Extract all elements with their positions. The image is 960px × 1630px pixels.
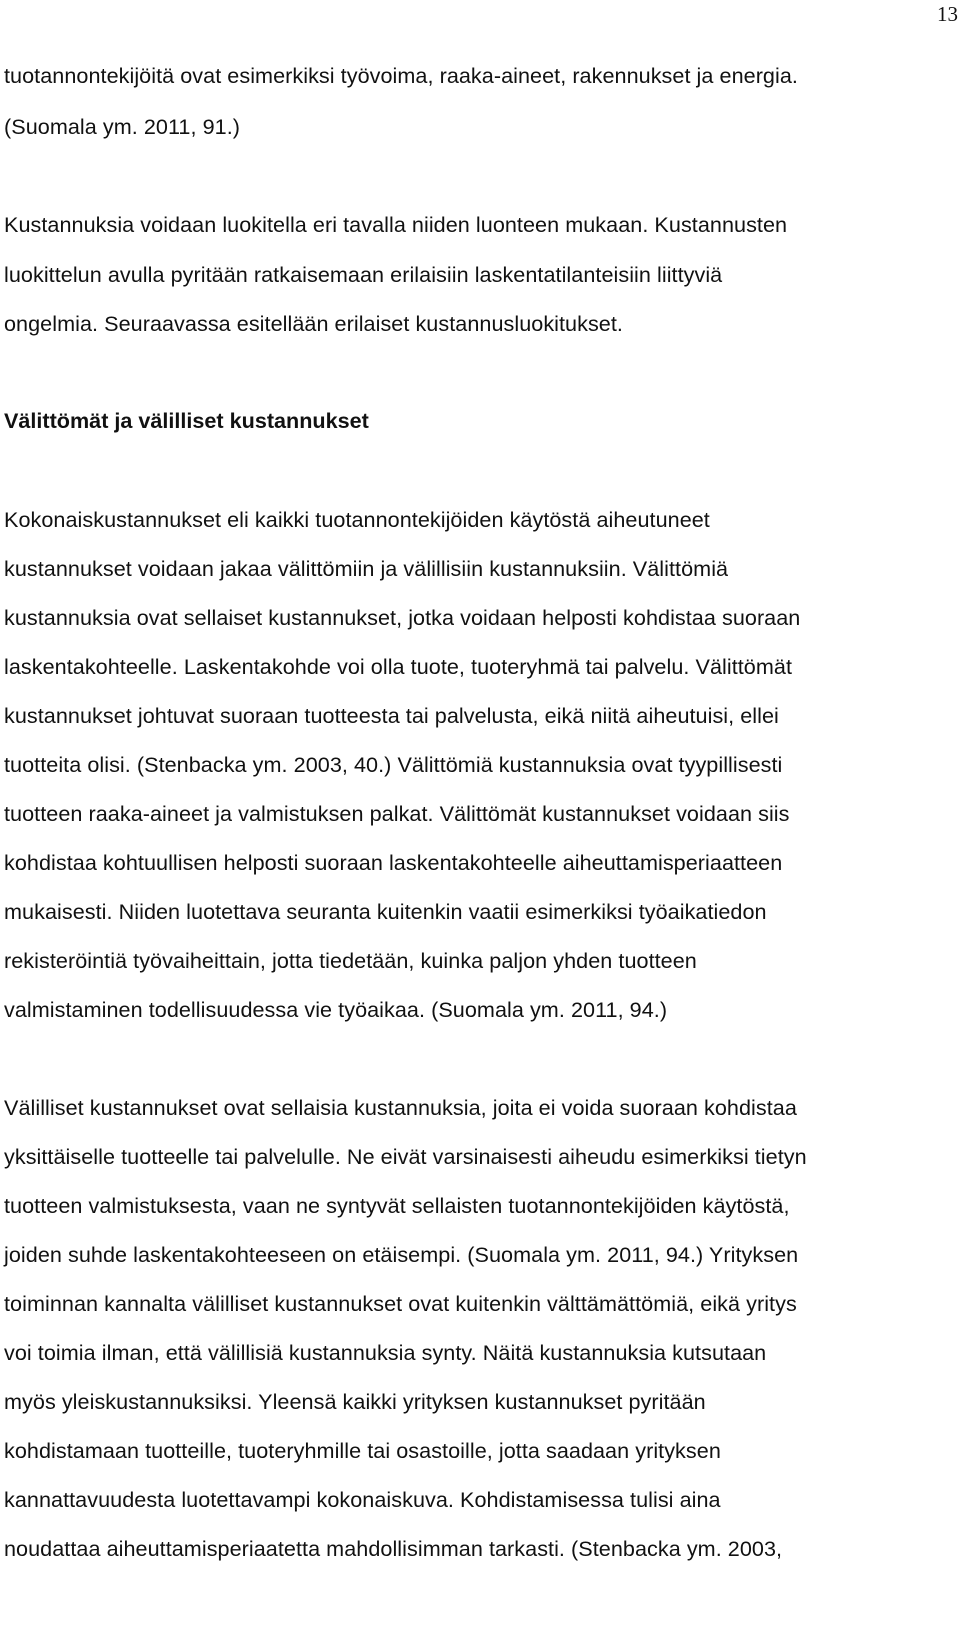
para3-line-9: kannattavuudesta luotettavampi kokonaiskuva. Kohdistamisessa tulisi aina xyxy=(4,1487,721,1512)
para3-line-5: toiminnan kannalta välilliset kustannukset ovat kuitenkin välttämättömiä, eikä yritys xyxy=(4,1291,797,1316)
para1-line-1: Kustannuksia voidaan luokitella eri tavalla niiden luonteen mukaan. Kustannusten xyxy=(4,212,788,237)
para1-line-3: ongelmia. Seuraavassa esitellään erilaiset kustannusluokitukset. xyxy=(4,311,623,336)
section-heading: Välittömät ja välilliset kustannukset xyxy=(4,408,369,433)
para3-line-10: noudattaa aiheuttamisperiaatetta mahdollisimman tarkasti. (Stenbacka ym. 2003, xyxy=(4,1536,783,1561)
para2-line-11: valmistaminen todellisuudessa vie työaikaa. (Suomala ym. 2011, 94.) xyxy=(4,997,668,1022)
para3-line-8: kohdistamaan tuotteille, tuoteryhmille tai osastoille, jotta saadaan yrityksen xyxy=(4,1438,721,1463)
para2-line-2: kustannukset voidaan jakaa välittömiin ja välillisiin kustannuksiin. Välittömiä xyxy=(4,556,729,581)
para2-line-5: kustannukset johtuvat suoraan tuotteesta tai palvelusta, eikä niitä aiheutuisi, ellei xyxy=(4,703,779,728)
para2-line-6: tuotteita olisi. (Stenbacka ym. 2003, 40.) Välittömiä kustannuksia ovat tyypillisesti xyxy=(4,752,783,777)
para3-line-3: tuotteen valmistuksesta, vaan ne syntyvät sellaisten tuotannontekijöiden käytöstä, xyxy=(4,1193,790,1218)
para3-line-7: myös yleiskustannuksiksi. Yleensä kaikki yrityksen kustannukset pyritään xyxy=(4,1389,706,1414)
para2-line-10: rekisteröintiä työvaiheittain, jotta tiedetään, kuinka paljon yhden tuotteen xyxy=(4,948,697,973)
para2-line-3: kustannuksia ovat sellaiset kustannukset, jotka voidaan helposti kohdistaa suoraan xyxy=(4,605,801,630)
page-number: 13 xyxy=(937,2,958,26)
intro-line-2: (Suomala ym. 2011, 91.) xyxy=(4,114,240,139)
para1-line-2: luokittelun avulla pyritään ratkaisemaan erilaisiin laskentatilanteisiin liittyviä xyxy=(4,262,723,287)
para3-line-1: Välilliset kustannukset ovat sellaisia kustannuksia, joita ei voida suoraan kohdistaa xyxy=(4,1095,797,1120)
intro-line-1: tuotannontekijöitä ovat esimerkiksi työvoima, raaka-aineet, rakennukset ja energia. xyxy=(4,63,798,88)
para2-line-7: tuotteen raaka-aineet ja valmistuksen palkat. Välittömät kustannukset voidaan siis xyxy=(4,801,790,826)
para2-line-8: kohdistaa kohtuullisen helposti suoraan laskentakohteelle aiheuttamisperiaatteen xyxy=(4,850,783,875)
para3-line-6: voi toimia ilman, että välillisiä kustannuksia synty. Näitä kustannuksia kutsutaan xyxy=(4,1340,767,1365)
para2-line-4: laskentakohteelle. Laskentakohde voi olla tuote, tuoteryhmä tai palvelu. Välittömät xyxy=(4,654,792,679)
para3-line-2: yksittäiselle tuotteelle tai palvelulle. Ne eivät varsinaisesti aiheudu esimerkiksi tietyn xyxy=(4,1144,807,1169)
para2-line-9: mukaisesti. Niiden luotettava seuranta kuitenkin vaatii esimerkiksi työaikatiedon xyxy=(4,899,767,924)
para2-line-1: Kokonaiskustannukset eli kaikki tuotannontekijöiden käytöstä aiheutuneet xyxy=(4,507,710,532)
para3-line-4: joiden suhde laskentakohteeseen on etäisempi. (Suomala ym. 2011, 94.) Yrityksen xyxy=(4,1242,799,1267)
